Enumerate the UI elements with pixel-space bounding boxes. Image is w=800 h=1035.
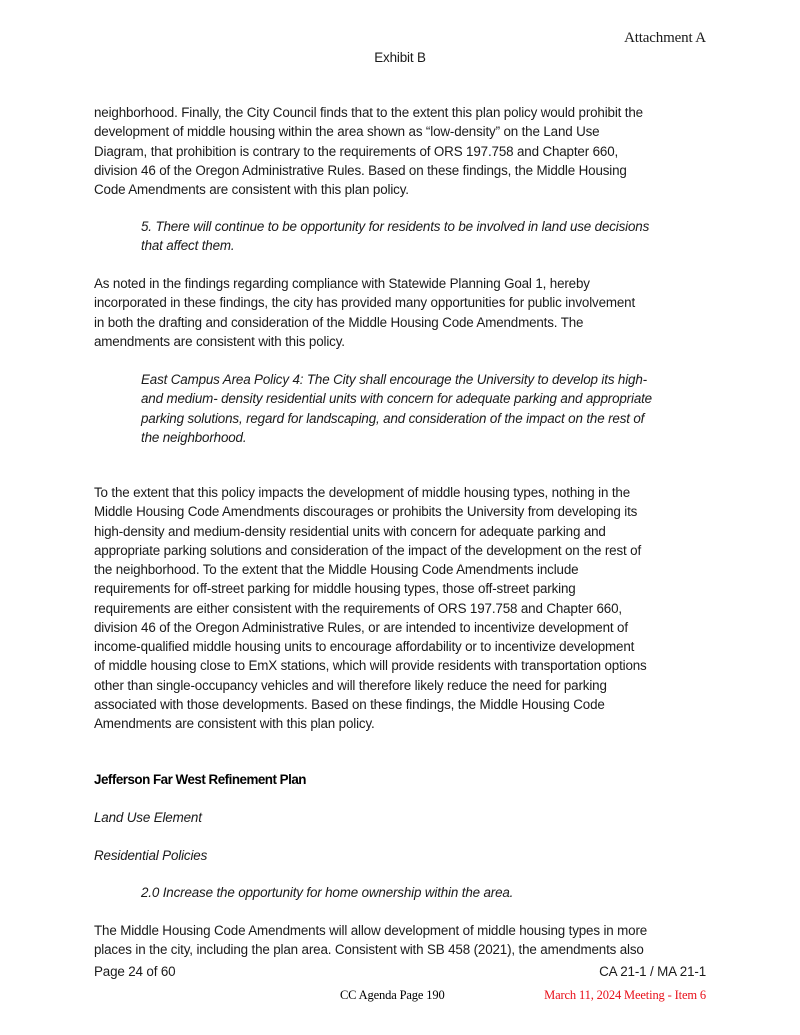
agenda-page: CC Agenda Page 190 [340,988,445,1002]
subheading-residential: Residential Policies [94,848,208,863]
text-line: appropriate parking solutions and consideration of the impact of the development on the rest of [94,542,642,558]
section-heading: Jefferson Far West Refinement Plan [94,772,306,787]
text-line: the neighborhood. [141,429,247,445]
text-line: division 46 of the Oregon Administrative Rules. Based on these findings, the Middle Housing [94,162,627,178]
text-line: associated with those developments. Based on these findings, the Middle Housing Code [94,696,605,712]
subheading-land-use: Land Use Element [94,810,202,825]
case-number: CA 21-1 / MA 21-1 [599,964,706,979]
text-line: The Middle Housing Code Amendments will allow development of middle housing types in more [94,923,648,938]
text-line: As noted in the findings regarding compliance with Statewide Planning Goal 1, hereby [94,276,590,291]
text-line: Code Amendments are consistent with this plan policy. [94,182,409,197]
text-line: division 46 of the Oregon Administrative Rules, or are intended to incentivize development of [94,619,628,635]
text-line: in both the drafting and consideration of the Middle Housing Code Amendments. The [94,314,584,330]
text-line: places in the city, including the plan area. Consistent with SB 458 (2021), the amendments also [94,942,644,958]
text-line: Amendments are consistent with this plan policy. [94,716,375,731]
meeting-label: March 11, 2024 Meeting - Item 6 [544,988,706,1002]
exhibit-label: Exhibit B [374,50,426,65]
text-line: and medium- density residential units with concern for adequate parking and appropriate [141,391,652,407]
text-line: income-qualified middle housing units to encourage affordability or to incentivize development [94,639,635,654]
text-line: amendments are consistent with this policy. [94,333,345,349]
text-line: development of middle housing within the area shown as “low-density” on the Land Use [94,124,600,140]
text-line: East Campus Area Policy 4: The City shall encourage the University to develop its high- [141,372,647,387]
text-line: other than single-occupancy vehicles and will therefore likely reduce the need for parking [94,677,607,693]
text-line: of middle housing close to EmX stations, which will provide residents with transportation options [94,658,647,674]
text-line: incorporated in these findings, the city has provided many opportunities for public involvement [94,295,636,311]
attachment-label: Attachment A [624,30,706,46]
text-line: the neighborhood. To the extent that the Middle Housing Code Amendments include [94,562,579,577]
text-line: Diagram, that prohibition is contrary to the requirements of ORS 197.758 and Chapter 660, [94,143,619,159]
text-line: Middle Housing Code Amendments discourages or prohibits the University from developing its [94,504,638,520]
text-line: requirements are either consistent with the requirements of ORS 197.758 and Chapter 660, [94,600,622,616]
text-line: that affect them. [141,238,235,254]
text-line: neighborhood. Finally, the City Council finds that to the extent this plan policy would prohibit the [94,105,643,120]
text-line: requirements for off-street parking for middle housing types, those off-street parking [94,581,576,597]
page-number: Page 24 of 60 [94,964,176,979]
text-line: high-density and medium-density residential units with concern for adequate parking and [94,523,606,539]
text-line: parking solutions, regard for landscaping, and consideration of the impact on the rest of [141,410,645,426]
quote-policy-2: 2.0 Increase the opportunity for home ownership within the area. [141,885,514,900]
text-line: 5. There will continue to be opportunity for residents to be involved in land use decisions [141,219,650,234]
text-line: To the extent that this policy impacts the development of middle housing types, nothing in the [94,485,630,500]
